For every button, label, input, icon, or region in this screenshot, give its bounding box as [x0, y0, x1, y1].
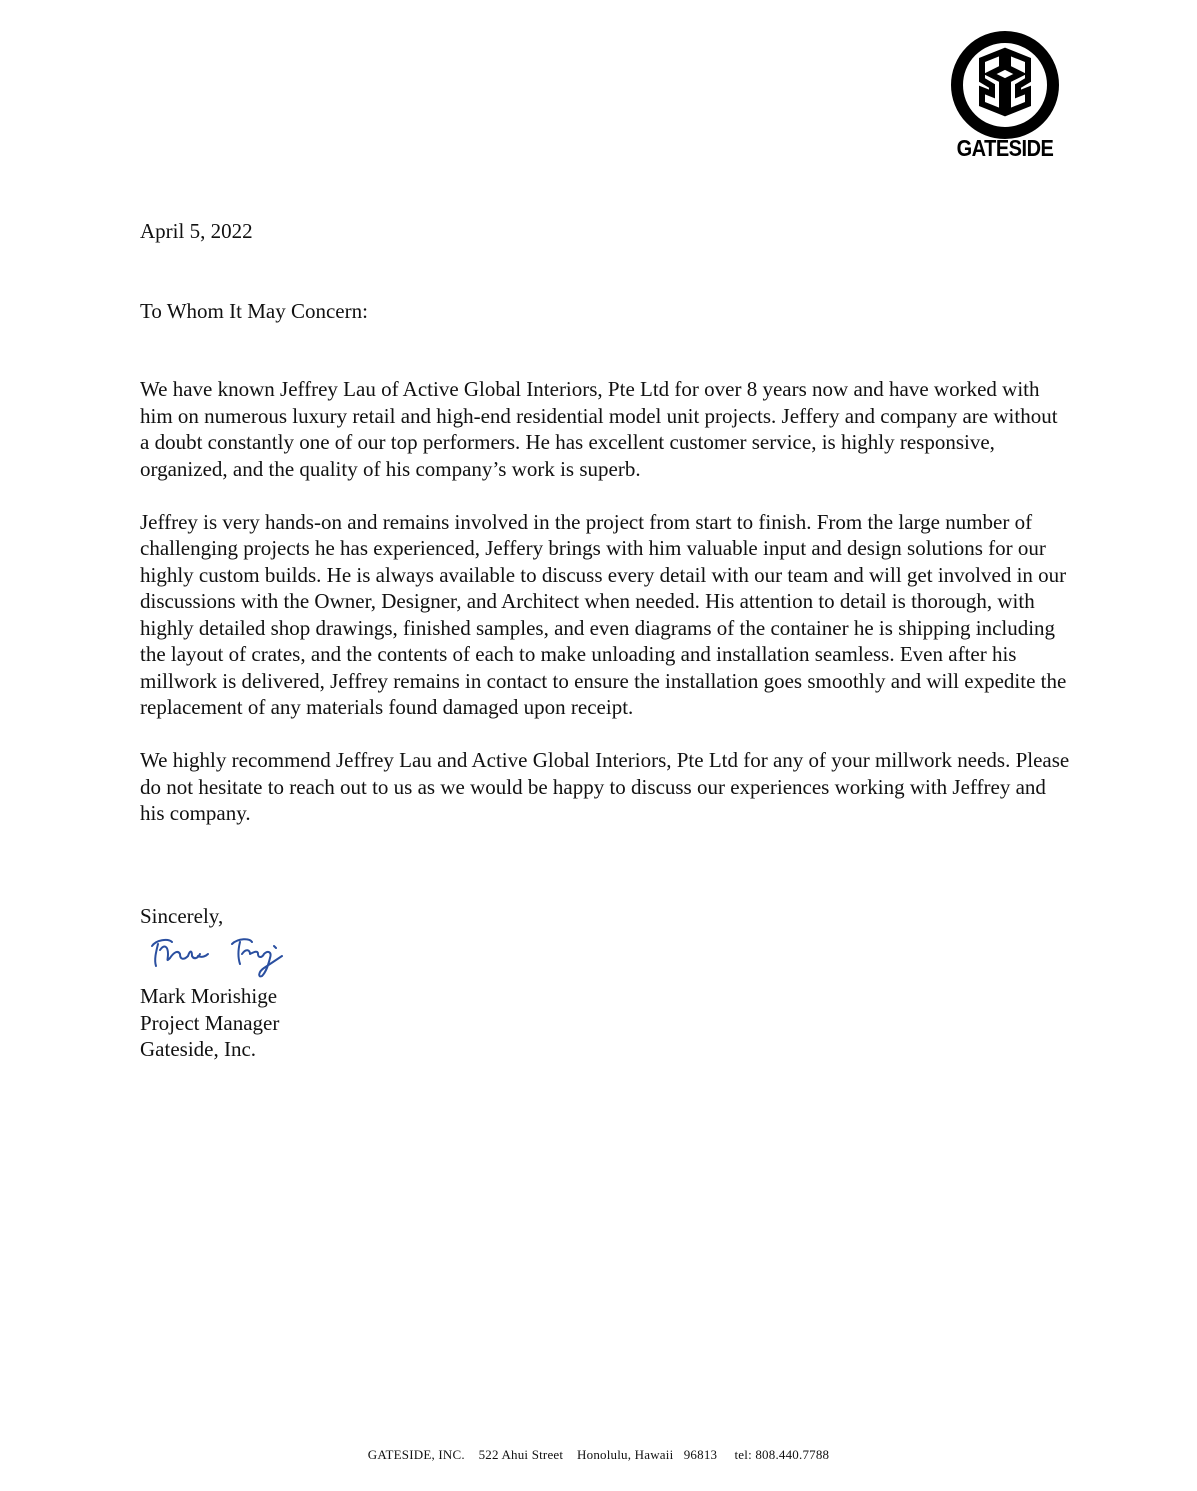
- paragraph-3: We highly recommend Jeffrey Lau and Active Global Interiors, Pte Ltd for any of your millwork needs. Please do not hesitate to reach out to us as we would be happy to discuss our experiences working with Jeffrey and his company.: [140, 748, 1070, 825]
- logo-wordmark: GATESIDE: [956, 136, 1054, 162]
- footer-address: 522 Ahui Street: [478, 1447, 564, 1462]
- signer-title: Project Manager: [140, 1010, 280, 1035]
- gateside-logo: [946, 30, 1064, 165]
- footer-phone: tel: 808.440.7788: [734, 1447, 830, 1462]
- footer-company: GATESIDE, INC.: [367, 1447, 465, 1462]
- paragraph-2: Jeffrey is very hands-on and remains involved in the project from start to finish. From the large number of challenging projects he has experienced, Jeffery brings with him valuable input and design solutions for our highly custom builds. He is always available to discuss every detail with our team and will get involved in our discussions with the Owner, Designer, and Architect when needed. His attention to detail is thorough, with highly detailed shop drawings, finished samples, and even diagrams of the container he is shipping including the layout of crates, and the contents of each to make unloading and installation seamless. Even after his millwork is delivered, Jeffrey remains in contact to ensure the installation goes smoothly and will expedite the replacement of any materials found damaged upon receipt.: [140, 509, 1067, 719]
- salutation: To Whom It May Concern:: [140, 299, 368, 323]
- signer-block: [140, 983, 279, 1063]
- paragraph-1: We have known Jeffrey Lau of Active Global Interiors, Pte Ltd for over 8 years now and have worked with him on numerous luxury retail and high-end residential model unit projects. Jeffery and company are without a doubt constantly one of our top performers. He has excellent customer service, is highly responsive, organized, and the quality of his company’s work is superb.: [140, 377, 1058, 481]
- letter-date: April 5, 2022: [140, 219, 253, 243]
- footer-city: Honolulu, Hawaii 96813: [577, 1447, 718, 1462]
- signer-name: Mark Morishige: [140, 984, 278, 1008]
- gateside-emblem-icon: [946, 30, 1064, 140]
- closing: Sincerely,: [140, 904, 224, 928]
- handwritten-signature: [146, 932, 296, 980]
- signer-company: Gateside, Inc.: [140, 1037, 257, 1061]
- letter-paragraphs: [140, 376, 1070, 853]
- letterhead-footer: [0, 1447, 1197, 1463]
